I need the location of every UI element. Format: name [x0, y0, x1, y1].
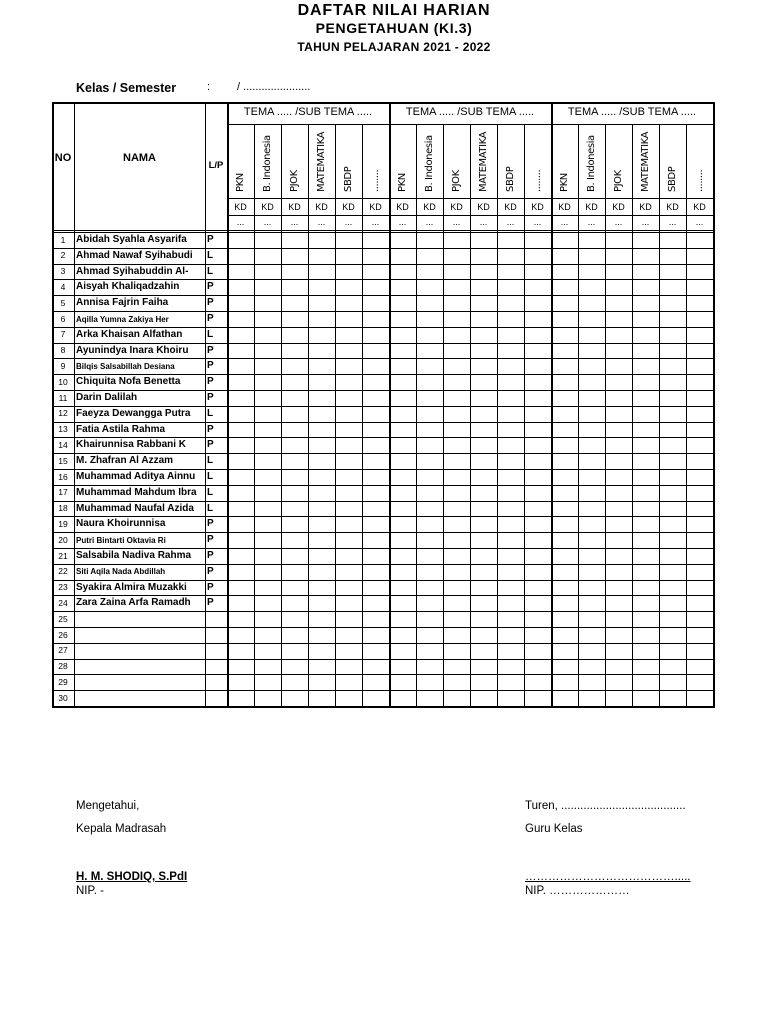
kd-row-line [227, 215, 713, 216]
row-line [52, 390, 713, 391]
table-top-border [52, 102, 714, 104]
subject-header: ........ [370, 169, 381, 192]
student-name: Arka Khaisan Alfathan [76, 328, 183, 340]
document-subtitle: PENGETAHUAN (KI.3) [315, 20, 473, 36]
student-name: Muhammad Aditya Ainnu [76, 471, 196, 482]
tema-subtema-header: TEMA ..... /SUB TEMA ..... [243, 106, 373, 118]
row-line [52, 311, 713, 312]
student-name: M. Zhafran Al Azzam [76, 455, 174, 467]
kd-dots: ... [641, 217, 650, 227]
student-gender: P [207, 597, 214, 609]
student-name: Ahmad Syihabuddin Al- [76, 265, 189, 277]
kelas-semester-colon: : [207, 81, 211, 93]
subject-header: ........ [694, 169, 705, 192]
student-gender: L [207, 249, 214, 261]
col-header-lp: L/P [208, 160, 224, 171]
kd-dots: ... [695, 217, 704, 227]
subject-header: PKN [235, 173, 246, 192]
row-line [52, 437, 713, 438]
student-name: Aisyah Khaliqadzahin [76, 281, 180, 293]
row-line [52, 279, 713, 280]
student-no: 21 [58, 550, 68, 561]
student-no: 19 [58, 518, 68, 529]
kd-label: KD [396, 202, 409, 212]
row-line [52, 548, 713, 549]
kd-dots: ... [668, 217, 677, 227]
row-line [52, 595, 713, 596]
kepala-madrasah-label: Kepala Madrasah [76, 823, 167, 835]
student-no: 27 [58, 645, 68, 656]
student-no: 10 [58, 376, 68, 387]
guru-kelas-nip-field[interactable]: NIP. ………………… [525, 885, 630, 897]
place-date-field[interactable]: Turen, ....................................... [525, 800, 686, 812]
student-no: 24 [58, 597, 68, 608]
subject-header: SBDP [343, 166, 354, 192]
row-line [52, 627, 713, 628]
kd-dots: ... [317, 217, 326, 227]
student-no: 16 [58, 471, 68, 482]
row-line [52, 295, 713, 296]
guru-kelas-name-field[interactable]: …………………………………..... [525, 871, 691, 883]
student-gender: P [207, 565, 214, 577]
kd-label: KD [342, 202, 355, 212]
student-gender: P [207, 550, 214, 561]
row-line [52, 706, 713, 707]
student-no: 17 [58, 487, 68, 498]
mengetahui-label: Mengetahui, [76, 800, 140, 812]
kd-label: KD [612, 202, 625, 212]
student-name: Muhammad Naufal Azida [76, 502, 194, 514]
kd-dots: ... [587, 217, 596, 227]
subject-header: PKN [397, 173, 408, 192]
student-name: Chiquita Nofa Benetta [76, 376, 181, 388]
row-line [52, 374, 713, 375]
student-gender: P [207, 313, 214, 324]
kelas-semester-value[interactable]: / ...................... [237, 81, 311, 93]
student-gender: P [207, 281, 214, 293]
guru-kelas-label: Guru Kelas [525, 823, 583, 835]
kd-label: KD [531, 202, 544, 212]
student-gender: P [207, 344, 214, 356]
kd-dots: ... [398, 217, 407, 227]
kd-dots: ... [479, 217, 488, 227]
student-no: 30 [58, 692, 68, 703]
student-gender: P [207, 376, 214, 388]
row-line [52, 469, 713, 470]
student-name: Ayunindya Inara Khoiru [76, 344, 189, 356]
student-name: Naura Khoirunnisa [76, 518, 166, 530]
lp-column-separator [227, 102, 229, 706]
kd-dots: ... [371, 217, 380, 227]
subject-row-line [227, 198, 713, 199]
student-no: 13 [58, 424, 68, 435]
nama-column-separator [205, 102, 206, 706]
student-no: 26 [58, 629, 68, 640]
subject-header: B. Indonesia [586, 135, 597, 192]
row-line [52, 659, 713, 660]
student-no: 9 [60, 360, 66, 371]
kd-dots: ... [533, 217, 542, 227]
student-gender: L [207, 265, 214, 277]
student-no: 29 [58, 676, 68, 687]
kd-dots: ... [425, 217, 434, 227]
kd-dots: ... [263, 217, 272, 227]
col-header-no: NO [54, 152, 72, 164]
academic-year: TAHUN PELAJARAN 2021 - 2022 [297, 40, 491, 54]
kd-label: KD [261, 202, 274, 212]
kd-label: KD [234, 202, 247, 212]
student-name: Faeyza Dewangga Putra [76, 407, 191, 419]
kd-dots: ... [614, 217, 623, 227]
row-line [52, 643, 713, 644]
row-line [52, 453, 713, 454]
student-name: Abidah Syahla Asyarifa [76, 234, 187, 245]
student-name: Ahmad Nawaf Syihabudi [76, 249, 193, 261]
student-name: Bilqis Salsabillah Desiana [76, 361, 175, 371]
kd-label: KD [369, 202, 382, 212]
col-header-nama: NAMA [123, 152, 156, 164]
kd-dots: ... [452, 217, 461, 227]
kd-label: KD [423, 202, 436, 212]
subject-header: MATEMATIKA [640, 131, 651, 192]
subject-header: PJOK [289, 170, 300, 192]
kd-label: KD [450, 202, 463, 212]
student-no: 12 [58, 408, 68, 419]
kd-label: KD [504, 202, 517, 212]
student-no: 2 [60, 250, 66, 261]
kd-label: KD [585, 202, 598, 212]
row-line [52, 564, 713, 565]
student-gender: L [207, 328, 214, 340]
tema-group-separator [551, 102, 553, 706]
subject-header: MATEMATIKA [316, 131, 327, 192]
header-bottom-line [52, 230, 713, 231]
student-name: Salsabila Nadiva Rahma [76, 550, 192, 561]
student-name: Syakira Almira Muzakki [76, 581, 187, 593]
kelas-semester-label: Kelas / Semester [76, 81, 177, 95]
student-no: 1 [60, 234, 66, 245]
student-no: 23 [58, 582, 68, 593]
kepala-madrasah-nip: NIP. - [76, 885, 104, 897]
student-no: 18 [58, 503, 68, 514]
kd-label: KD [558, 202, 571, 212]
student-gender: L [207, 502, 214, 514]
student-gender: L [207, 407, 214, 419]
student-no: 22 [58, 566, 68, 577]
student-name: Zara Zaina Arfa Ramadh [76, 597, 191, 609]
student-gender: P [207, 297, 214, 309]
kd-label: KD [288, 202, 301, 212]
student-name: Aqilla Yumna Zakiya Her [76, 314, 169, 324]
student-no: 6 [60, 313, 66, 324]
student-gender: L [207, 455, 214, 467]
student-no: 4 [60, 281, 66, 292]
tema-subtema-header: TEMA ..... /SUB TEMA ..... [405, 106, 535, 118]
row-line [52, 690, 713, 691]
subject-header: B. Indonesia [262, 135, 273, 192]
student-gender: P [207, 439, 214, 451]
row-line [52, 516, 713, 517]
kd-label: KD [639, 202, 652, 212]
kd-label: KD [666, 202, 679, 212]
student-gender: P [207, 234, 214, 245]
kd-dots: ... [560, 217, 569, 227]
kd-label: KD [477, 202, 490, 212]
student-gender: L [207, 471, 214, 482]
student-no: 8 [60, 345, 66, 356]
subject-header: ........ [532, 169, 543, 192]
student-gender: P [207, 518, 214, 530]
student-gender: P [207, 534, 214, 546]
subject-header: SBDP [505, 166, 516, 192]
student-gender: L [207, 486, 214, 498]
kepala-madrasah-name: H. M. SHODIQ, S.PdI [76, 871, 188, 883]
kd-dots: ... [344, 217, 353, 227]
student-name: Khairunnisa Rabbani K [76, 439, 187, 451]
student-no: 25 [58, 613, 68, 624]
student-no: 3 [60, 266, 66, 277]
student-no: 28 [58, 661, 68, 672]
subject-header: PJOK [451, 170, 462, 192]
row-line [52, 532, 713, 533]
kd-label: KD [315, 202, 328, 212]
student-gender: P [207, 360, 214, 372]
document-title: DAFTAR NILAI HARIAN [297, 2, 491, 19]
table-right-border [713, 102, 715, 708]
tema-subtema-header: TEMA ..... /SUB TEMA ..... [567, 106, 697, 118]
subject-header: MATEMATIKA [478, 131, 489, 192]
student-gender: P [207, 392, 214, 403]
student-no: 14 [58, 439, 68, 450]
student-no: 5 [60, 297, 66, 308]
kd-label: KD [693, 202, 706, 212]
row-line [52, 358, 713, 359]
student-no: 20 [58, 534, 68, 545]
row-line [52, 611, 713, 612]
kd-dots: ... [290, 217, 299, 227]
student-name: Siti Aqila Nada Abdillah [76, 567, 166, 577]
student-no: 7 [60, 329, 66, 340]
row-line [52, 674, 713, 675]
student-name: Fatia Astila Rahma [76, 423, 166, 435]
kd-dots: ... [506, 217, 515, 227]
subject-header: SBDP [667, 166, 678, 192]
student-no: 15 [58, 455, 68, 466]
tema-group-separator [389, 102, 391, 706]
student-gender: P [207, 581, 214, 593]
student-name: Annisa Fajrin Faiha [76, 297, 169, 309]
kd-dots: ... [236, 217, 245, 227]
subject-header: B. Indonesia [424, 135, 435, 192]
student-no: 11 [58, 392, 68, 403]
subject-header: PKN [559, 173, 570, 192]
tema-row-line [227, 124, 713, 125]
header-bottom-line-2 [52, 232, 713, 233]
no-column-separator [74, 102, 75, 706]
student-gender: P [207, 423, 214, 435]
student-name: Putri Bintarti Oktavia Ri [76, 535, 166, 545]
subject-header: PJOK [613, 170, 624, 192]
student-name: Muhammad Mahdum Ibra [76, 486, 197, 498]
student-name: Darin Dalilah [76, 392, 138, 403]
